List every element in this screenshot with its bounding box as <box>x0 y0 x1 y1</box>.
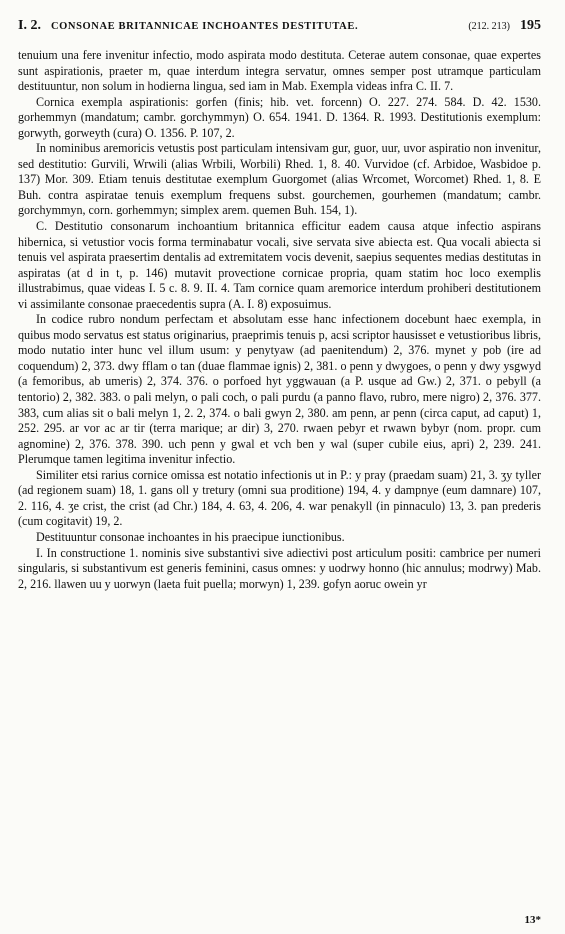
running-title: CONSONAE BRITANNICAE INCHOANTES DESTITUTAE. <box>50 21 359 32</box>
header-left <box>18 18 358 34</box>
paragraph-1: tenuium una fere invenitur infectio, modo aspirata modo destituta. Ceterae autem consonae, quae expertes sunt aspirationis, praeter m, quae interdum integra servatur, omnes semper post utramque particulam destituuntur, non solum in hodierna lingua, sed iam in Mab. Exempla videas infra C. II. 7. <box>18 48 541 94</box>
page-header <box>18 18 541 42</box>
page-number: 195 <box>520 18 541 33</box>
paragraph-2: Cornica exempla aspirationis: gorfen (finis; hib. vet. forcenn) O. 227. 274. 584. D. 42. 1530. gorhemmyn (mandatum; cambr. gorchymmyn) O. 654. 1941. D. 1364. R. 1993. Destitutionis exemplum: gorwyth, gorweyth (cura) O. 1356. P. 107, 2. <box>18 94 541 140</box>
section-number: I. 2. <box>18 18 41 33</box>
signature-mark: 13* <box>524 914 541 926</box>
column-refs: (212. 213) <box>468 21 510 32</box>
header-right <box>468 18 541 34</box>
paragraph-7: Destituuntur consonae inchoantes in his praecipue iunctionibus. <box>36 529 345 544</box>
paragraph-8: I. In constructione 1. nominis sive substantivi sive adiectivi post articulum positi: cambrice per numeri singularis, si substantivum est generis feminini, casus omnes: y uodrwy honno (hic annulus; modrwy) Mab. 2, 216. llawen uu y uorwyn (laeta fuit puella; morwyn) 1, 239. gofyn aoruc owein yr <box>18 545 541 591</box>
paragraph-6: Similiter etsi rarius cornice omissa est notatio infectionis ut in P.: y pray (praedam suam) 21, 3. ʒy tyller (ad regionem suam) 18, 1. gans oll y tretury (omni sua proditione) 194, 4. y dampnye (eum damnare) 107, 2. 116, 4. ʒe crist, the crist (ad Chr.) 184, 4. 63, 4. 206, 4. war penakyll (in pinnaculo) 13, 3. pan prederis (cum cogitavit) 19, 2. <box>18 467 541 529</box>
page-body <box>18 48 541 592</box>
paragraph-5: In codice rubro nondum perfectam et absolutam esse hanc infectionem docebunt haec exempla, in quibus modo servatus est status originarius, praeprimis tenuis p, acsi scriptor hausisset e vetustioribus libris, modo nutatio inter hunc vel illum usum: y penytyaw (ad paenitendum) 2, 376. mynet y pob (ire ad coquendum) 2, 373. dwy fflam o tan (duae flammae ignis) 2, 381. o penn y dwygoes, o penn y dwy ysgwyd (a femoribus, ab umeris) 2, 374. 376. o porfoed hyt yggwauan (a P. usque ad Gw.) 2, 371. o pebyll (a tentorio) 2, 382. 383. o pali melyn, o pali coch, o pali purdu (a panno flavo, rubro, mere nigro) 2, 376. 377. 383, cum alias sit o bali melyn 1, 2. 2, 374. o bali gwyn 2, 380. am penn, ar penn (circa caput, ad caput) 1, 252. 295. ar vor ac ar tir (terra marique; ar dir) 3, 270. rwaen pebyr et rwawn bybyr (nom. propr. cum agnomine) 2, 376. 378. 390. uch penn y gwal et vch ben y wal (super cubile eius, apri) 2, 239. 241. Plerumque tamen legitima invenitur infectio. <box>18 312 541 467</box>
paragraph-3: In nominibus aremoricis vetustis post particulam intensivam gur, guor, uur, uvor aspiratio non invenitur, sed destitutio: Gurvili, Wrwili (alias Wrbili, Worbili) Rhed. 1, 8. 40. Vurvidoe (cf. Arbidoe, Wasbidoe p. 137) Mor. 309. Etiam tenuis destitutae exemplum Guorgomet (alias Wrcomet, Worcomet) Rhed. 1, 8. E Buh. contra aspiratae tenuis exemplum frequens subst. gourchemen, gourhemen (mandatum; cambr. gorchymmyn, corn. gorhemmyn; simplex arem. quemen Buh. 154, 1). <box>18 141 541 218</box>
paragraph-4: C. Destitutio consonarum inchoantium britannica efficitur eadem causa atque infectio aspirans hibernica, si vetustior vocis forma terminabatur vocali, sive servata sive abiecta est. Qua vocali abiecta si tenuis vel aspirata praesertim dentalis ad extremitatem vocis devenit, saepius sequentes medias destitutas in aspiratas (at d in t, p. 146) mutavit provectione cornicae propria, quam statim hoc loco exemplis illustrabimus, quae videas I. 5 c. 8. 9. II. 4. Tam cornice quam aremorice interdum prohiberi destitutionem vi assimilante consonae praecedentis supra (A. I. 8) exposuimus. <box>18 219 541 311</box>
